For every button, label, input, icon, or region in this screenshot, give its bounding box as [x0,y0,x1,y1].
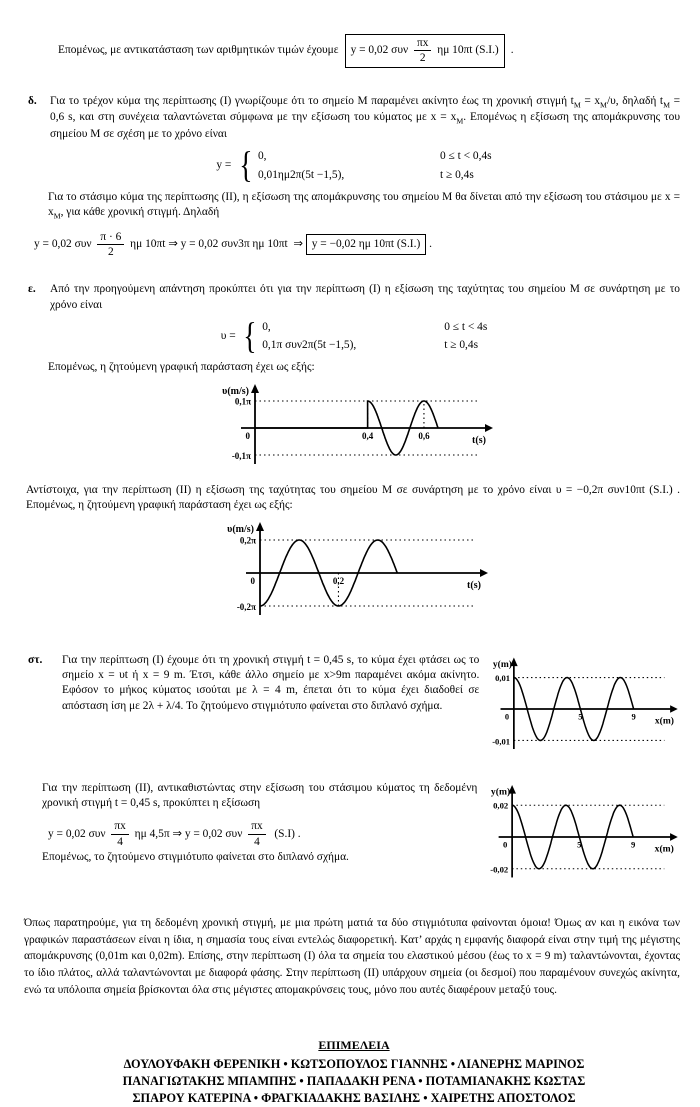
credits-line-3: ΣΠΑΡΟΥ ΚΑΤΕΡΙΝΑ • ΦΡΑΓΚΙΑΔΑΚΗΣ ΒΑΣΙΛΗΣ • ΧΑΙΡΕΤΗΣ ΑΠΟΣΤΟΛΟΣ [132,1091,576,1106]
sigmataf-paragraph-3: Επομένως, το ζητούμενο στιγμιότυπο φαίνεται στο διπλανό σχήμα. [42,851,349,864]
epsilon-paragraph-1: Από την προηγούμενη απάντηση προκύπτει ότι για την περίπτωση (Ι) η εξίσωση της ταχύτητας του σημείου Μ σε συνάρτηση με το χρόνο είναι [50,283,680,311]
displacement-piecewise-equation: y = { 0, 0 ≤ t < 0,4s 0,01ημ2π(5t −1,5), t ≥ 0,4s [216,145,492,187]
intro-period: . [510,44,514,57]
svg-text:y(m): y(m) [491,786,511,798]
svg-text:-0,01: -0,01 [492,736,511,747]
svg-text:-0,02: -0,02 [490,864,509,875]
svg-text:9: 9 [631,711,637,722]
svg-text:0,02: 0,02 [493,800,509,811]
velocity-piecewise-equation: υ = { 0, 0 ≤ t < 4s 0,1π συν2π(5t −1,5), t ≥ 0,4s [220,315,488,357]
svg-text:9: 9 [631,839,636,850]
svg-text:0: 0 [503,839,508,850]
epsilon-paragraph-3: Αντίστοιχα, για την περίπτωση (ΙΙ) η εξίσωση της ταχύτητας του σημείου Μ σε συνάρτηση με το χρόνο είναι υ = −0,2π συν10πt (S.I.) . Επομένως, η ζητούμενη γραφική παράσταση έχει ως εξής: [26,484,680,512]
delta-paragraph-2: Για το στάσιμο κύμα της περίπτωσης (ΙΙ), η εξίσωση της απομάκρυνσης του σημείου Μ θα δίνεται από την εξίσωση του στάσιμου με $x = x_M$, για κάθε χρονική στιγμή. Δηλαδή [48,190,680,221]
displacement-equation-chain: y = 0,02 συν $\frac{\pi \cdot 6}{2}$ ημ 10πt ⇒ y = 0,02 συν3π ημ 10πt ⇒ y = −0,02 ημ 10πt (S.I.) . [34,230,432,259]
credits-title: ΕΠΙΜΕΛΕΙΑ [318,1037,390,1052]
section-delta [28,94,680,261]
closing-paragraph: Όπως παρατηρούμε, για τη δεδομένη χρονική στιγμή, με μια πρώτη ματιά τα δύο στιγμιότυπα φαίνονται όμοια! Όμως αν και η εικόνα των γραφικών παραστάσεων είναι η ίδια, η σημασία τους είναι εντελώς διαφορετική. Κατ’ αρχάς η εμφανής διαφορά είναι στην τιμή της μέγιστης απομάκρυνσης (0,01m και 0,02m). Επίσης, στην περίπτωση (Ι) όλα τα σημεία του ελαστικού μέσου (έως το x = 9 m) ταλαντώνονται, έχοντας το ίδιο πλάτος, αλλά ταλαντώνονται με διαφορά φάσης. Στην περίπτωση (ΙΙ) υπάρχουν σημεία (οι δεσμοί) που παραμένουν συνεχώς ακίνητα, ενώ τα υπόλοιπα σημεία βρίσκονται όλα στις μέγιστες απομακρύνσεις τους, μόνο που αυτές διαφέρουν μεταξύ τους. [24,916,680,996]
svg-text:5: 5 [578,711,583,722]
velocity-time-graph-case1 [213,382,495,470]
credits-line-2: ΠΑΝΑΓΙΩΤΑΚΗΣ ΜΠΑΜΠΗΣ • ΠΑΠΑΔΑΚΗ ΡΕΝΑ • ΠΟΤΑΜΙΑΝΑΚΗΣ ΚΩΣΤΑΣ [122,1073,586,1088]
sigmataf-paragraph-1: Για την περίπτωση (Ι) έχουμε ότι τη χρονική στιγμή t = 0,45 s, το κύμα έχει φτάσει ως το σημείο x = υt ή x = 9 m. Έτσι, κάθε άλλο σημείο με x>9m παραμένει ακόμα ακίνητο. Εφόσον το μήκος κύματος ισούται με λ = 4 m, έπεται ότι το κύμα έχει διαδοθεί σε απόσταση ίση με 2λ + λ/4. Το ζητούμενο στιγμιότυπο φαίνεται στο διπλανό σχήμα. [62,653,480,712]
svg-text:0,1π: 0,1π [234,396,251,407]
svg-text:y(m): y(m) [493,659,513,670]
item-marker-epsilon: ε. [28,283,36,296]
snapshot-graph-case1 [491,653,680,765]
intro-text: Επομένως, με αντικατάσταση των αριθμητικών τιμών έχουμε [58,44,339,57]
svg-text:t(s): t(s) [467,579,481,591]
svg-text:-0,2π: -0,2π [236,601,256,612]
sigmataf-paragraph-2: Για την περίπτωση (ΙΙ), αντικαθιστώντας στην εξίσωση του στάσιμου κύματος τη δεδομένη χρονική στιγμή t = 0,45 s, προκύπτει η εξίσωση [42,781,478,810]
item-marker-delta: δ. [28,94,37,107]
velocity-time-graph-case2 [218,520,490,626]
snapshot-equation: y = 0,02 συν $\frac{\pi x}{4}$ ημ 4,5π ⇒ y = 0,02 συν $\frac{\pi x}{4}$ (S.I) . [48,820,301,848]
item-marker-sigmataf: στ. [28,653,43,666]
svg-text:0: 0 [250,575,255,586]
standing-wave-equation-boxed: y = 0,02 συν $\frac{\pi x}{2}$ ημ 10πt (S.I.) [345,34,505,68]
svg-text:5: 5 [577,839,582,850]
svg-text:υ(m/s): υ(m/s) [227,523,254,535]
svg-text:0,2: 0,2 [332,575,345,586]
delta-paragraph-1: Για το τρέχον κύμα της περίπτωσης (Ι) γνωρίζουμε ότι το σημείο Μ παραμένει ακίνητο έως τη χρονική στιγμή $t_M = x_M/\upsilon$, δηλαδή $t_M = 0,6$ s, και στη συνέχεια ταλαντώνεται σύμφωνα με την εξίσωση του κύματος με $x = x_M$. Επομένως η εξίσωση της απομάκρυνσης του σημείου Μ σε σχέση με το χρόνο είναι [50,94,680,140]
svg-text:υ(m/s): υ(m/s) [222,385,249,397]
svg-text:0,01: 0,01 [495,672,511,683]
svg-text:-0,1π: -0,1π [231,450,251,461]
epsilon-paragraph-2: Επομένως, η ζητούμενη γραφική παράσταση έχει ως εξής: [48,361,315,374]
svg-text:x(m): x(m) [654,843,675,855]
svg-text:0,2π: 0,2π [239,535,256,546]
svg-text:0,6: 0,6 [418,430,430,441]
svg-text:x(m): x(m) [655,716,675,727]
credits-line-1: ΔΟΥΛΟΥΦΑΚΗ ΦΕΡΕΝΙΚΗ • ΚΩΤΣΟΠΟΥΛΟΣ ΓΙΑΝΝΗΣ • ΛΙΑΝΕΡΗΣ ΜΑΡΙΝΟΣ [123,1056,585,1071]
credits-block [28,1037,680,1107]
svg-text:t(s): t(s) [472,434,486,446]
svg-text:0: 0 [245,430,250,441]
svg-text:0,4: 0,4 [362,430,374,441]
intro-line [58,34,680,68]
section-epsilon [28,282,680,631]
svg-text:0: 0 [505,711,510,722]
section-sigmataf [28,653,680,893]
snapshot-graph-case2 [489,781,680,893]
